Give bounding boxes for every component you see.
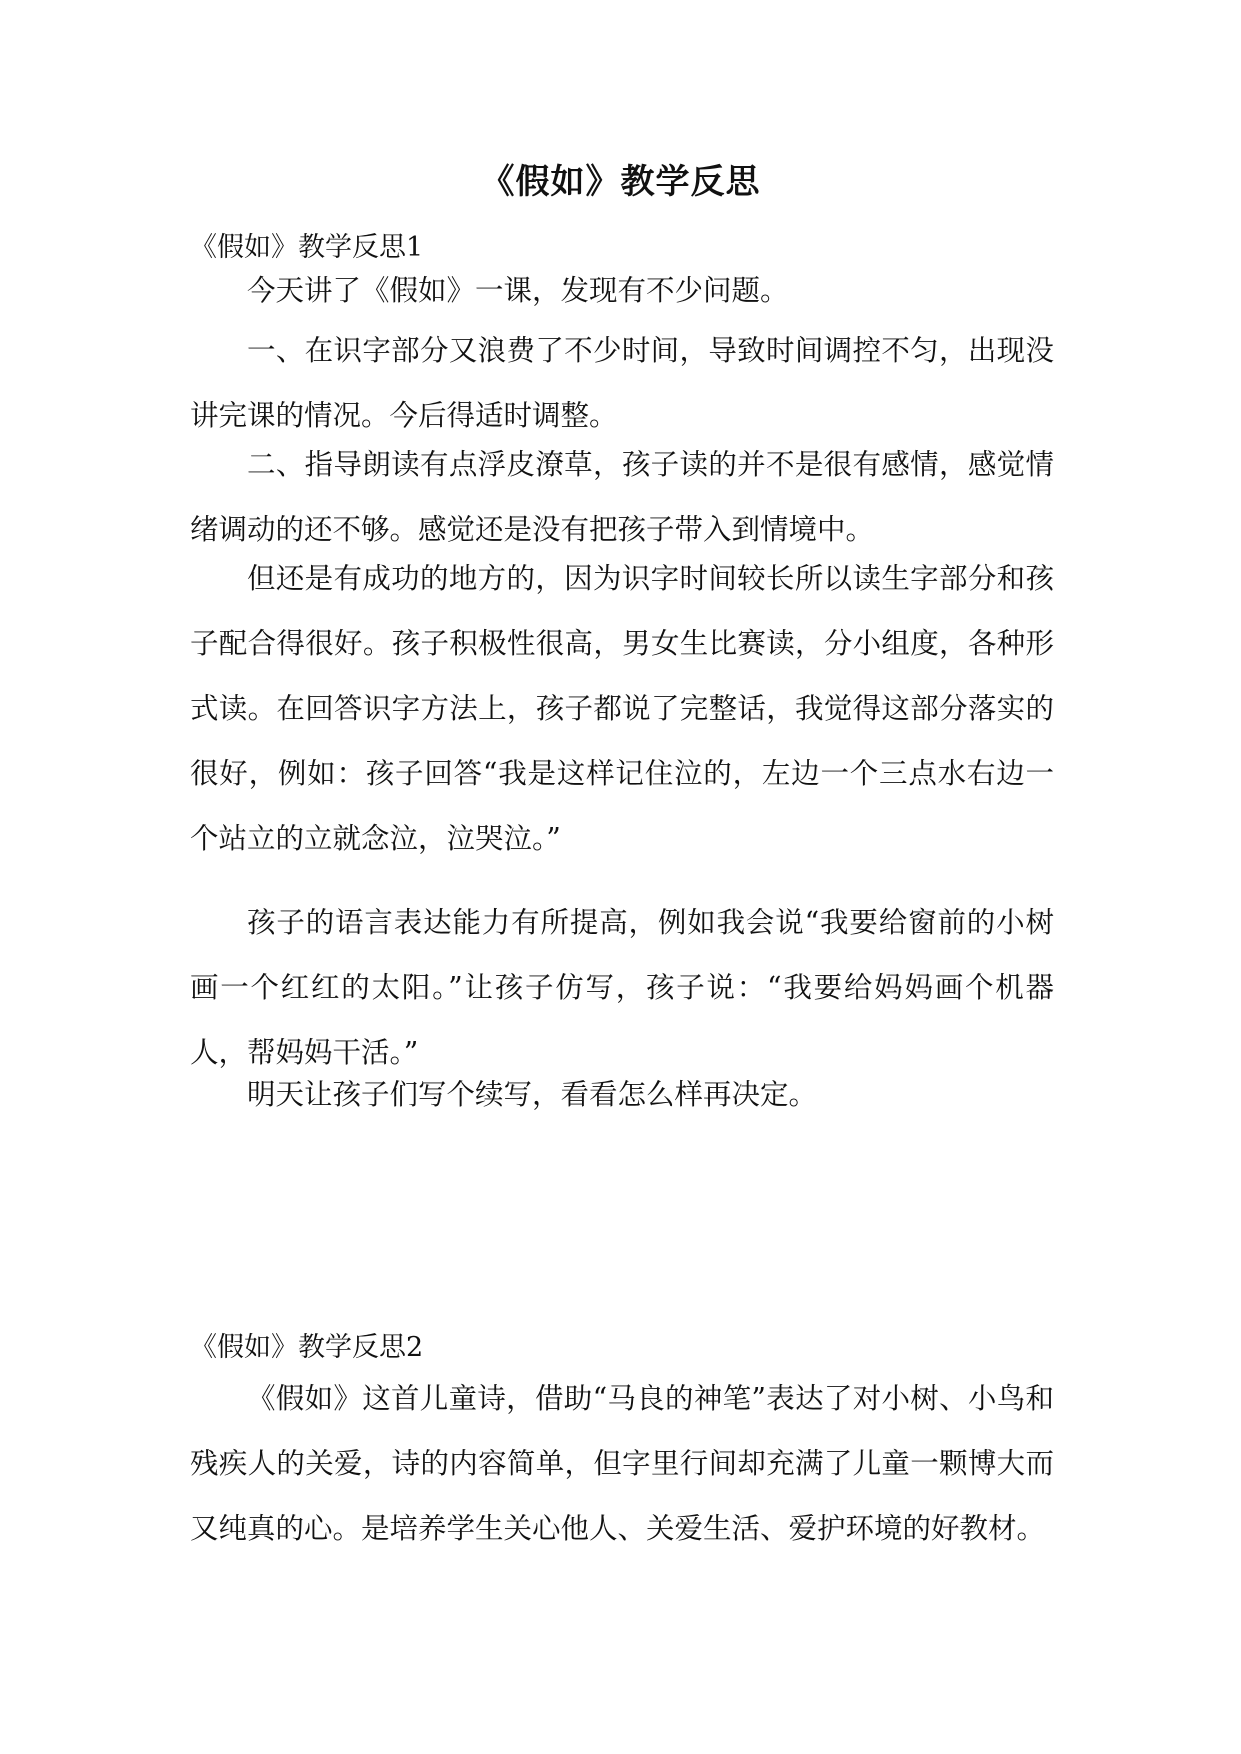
section-1-paragraph-5: 孩子的语言表达能力有所提高，例如我会说“我要给窗前的小树画一个红红的太阳。”让孩子仿写，孩子说：“我要给妈妈画个机器人，帮妈妈干活。” (190, 906, 1054, 1069)
section-2-heading: 《假如》教学反思2 (190, 1332, 424, 1363)
section-1-paragraph-1: 今天讲了《假如》一课，发现有不少问题。 (247, 274, 789, 307)
section-1-paragraph-4: 但还是有成功的地方的，因为识字时间较长所以读生字部分和孩子配合得很好。孩子积极性很高，男女生比赛读，分小组度，各种形式读。在回答识字方法上，孩子都说了完整话，我觉得这部分落实的很好，例如：孩子回答“我是这样记住泣的，左边一个三点水右边一个站立的立就念泣，泣哭泣。” (190, 562, 1054, 855)
section-2-paragraph-1: 《假如》这首儿童诗，借助“马良的神笔”表达了对小树、小鸟和残疾人的关爱，诗的内容简单，但字里行间却充满了儿童一颗博大而又纯真的心。是培养学生关心他人、关爱生活、爱护环境的好教材。 (190, 1382, 1054, 1545)
section-1-paragraph-2: 一、在识字部分又浪费了不少时间，导致时间调控不匀，出现没讲完课的情况。今后得适时调整。 (190, 334, 1054, 432)
document-title: 《假如》教学反思 (480, 162, 761, 202)
section-1-heading: 《假如》教学反思1 (190, 232, 424, 263)
section-1-paragraph-6: 明天让孩子们写个续写，看看怎么样再决定。 (247, 1078, 818, 1111)
section-1-paragraph-3: 二、指导朗读有点浮皮潦草，孩子读的并不是很有感情，感觉情绪调动的还不够。感觉还是没有把孩子带入到情境中。 (190, 448, 1054, 546)
